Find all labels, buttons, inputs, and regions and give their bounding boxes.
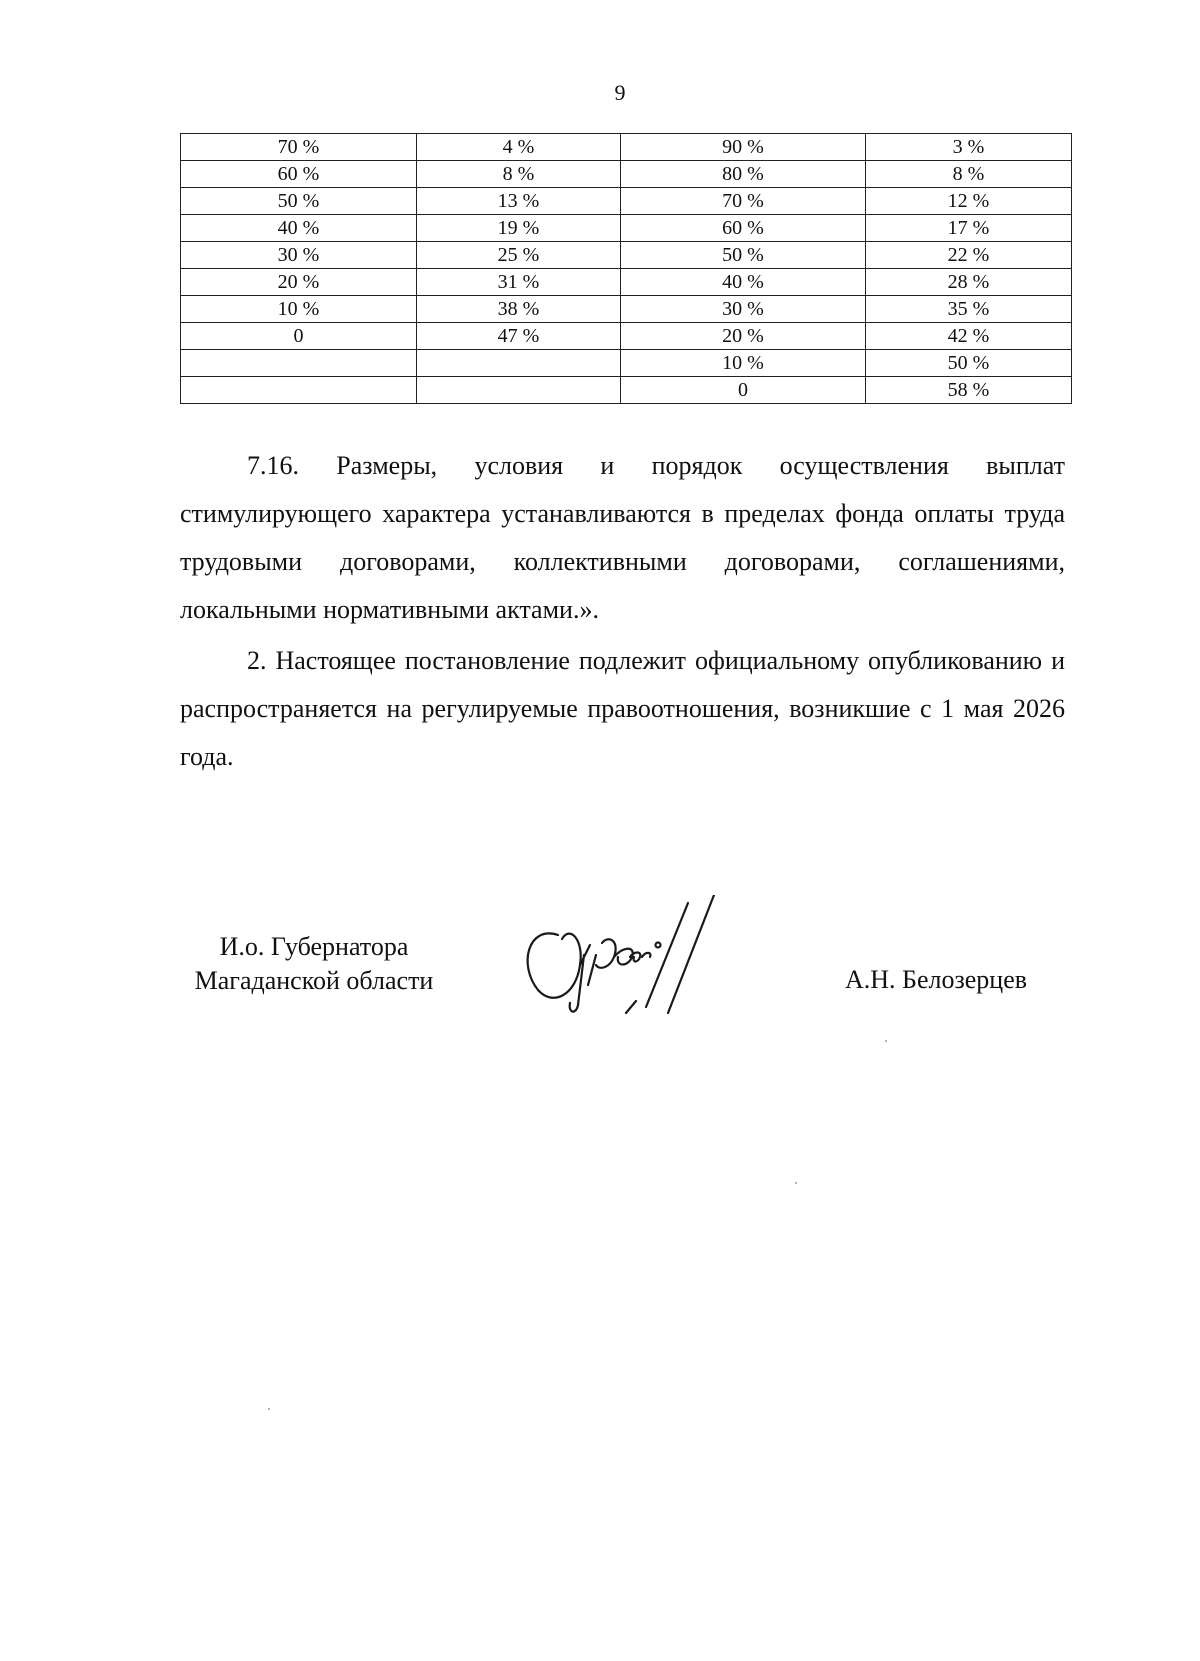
table-row [181, 350, 1072, 377]
table-cell: 90 % [621, 134, 866, 161]
table-cell: 8 % [417, 161, 621, 188]
table-row [181, 323, 1072, 350]
paragraph-7-16: 7.16. Размеры, условия и порядок осуществления выплат стимулирующего характера устанавливаются в пределах фонда оплаты труда трудовыми договорами, коллективными договорами, соглашениями, локальными нормативными актами.». [180, 451, 1065, 624]
table-cell: 38 % [417, 296, 621, 323]
table-cell: 0 [621, 377, 866, 404]
table-row [181, 188, 1072, 215]
table-cell: 10 % [621, 350, 866, 377]
signer-position [184, 930, 444, 998]
table-cell: 70 % [621, 188, 866, 215]
page-number: 9 [614, 80, 626, 105]
percentage-table [180, 133, 1072, 404]
table-cell: 80 % [621, 161, 866, 188]
table-cell: 22 % [866, 242, 1072, 269]
table-cell [417, 377, 621, 404]
table-cell: 31 % [417, 269, 621, 296]
table-row [181, 377, 1072, 404]
table-cell: 50 % [621, 242, 866, 269]
signer-position-line-1: И.о. Губернатора [219, 932, 409, 961]
table-cell: 17 % [866, 215, 1072, 242]
table-cell: 47 % [417, 323, 621, 350]
table-cell: 12 % [866, 188, 1072, 215]
table-row [181, 161, 1072, 188]
table-cell [181, 377, 417, 404]
table-cell: 70 % [181, 134, 417, 161]
table-cell: 58 % [866, 377, 1072, 404]
table-cell: 25 % [417, 242, 621, 269]
signer-name: А.Н. Белозерцев [845, 965, 1028, 994]
table-cell: 42 % [866, 323, 1072, 350]
scan-speck [795, 1182, 797, 1184]
scan-speck [885, 1040, 887, 1042]
table-cell [181, 350, 417, 377]
table-cell: 30 % [621, 296, 866, 323]
handwritten-signature [518, 895, 758, 1045]
table-cell: 19 % [417, 215, 621, 242]
scan-speck [268, 1408, 270, 1410]
signer-position-line-2: Магаданской области [194, 966, 434, 995]
table-cell: 20 % [621, 323, 866, 350]
table-cell: 20 % [181, 269, 417, 296]
table-cell: 35 % [866, 296, 1072, 323]
table-cell: 50 % [181, 188, 417, 215]
table-cell: 4 % [417, 134, 621, 161]
table-row [181, 296, 1072, 323]
table-cell: 60 % [181, 161, 417, 188]
table-cell: 0 [181, 323, 417, 350]
paragraph-2: 2. Настоящее постановление подлежит официальному опубликованию и распространяется на регулируемые правоотношения, возникшие с 1 мая 2026 года. [180, 646, 1065, 771]
table-row [181, 215, 1072, 242]
table-cell: 28 % [866, 269, 1072, 296]
table-cell: 60 % [621, 215, 866, 242]
table-row [181, 269, 1072, 296]
table-cell: 8 % [866, 161, 1072, 188]
table-row [181, 242, 1072, 269]
table-cell [417, 350, 621, 377]
table-cell: 50 % [866, 350, 1072, 377]
table-cell: 3 % [866, 134, 1072, 161]
table-cell: 13 % [417, 188, 621, 215]
table-cell: 40 % [621, 269, 866, 296]
table-row [181, 134, 1072, 161]
table-cell: 30 % [181, 242, 417, 269]
table-cell: 40 % [181, 215, 417, 242]
table-cell: 10 % [181, 296, 417, 323]
